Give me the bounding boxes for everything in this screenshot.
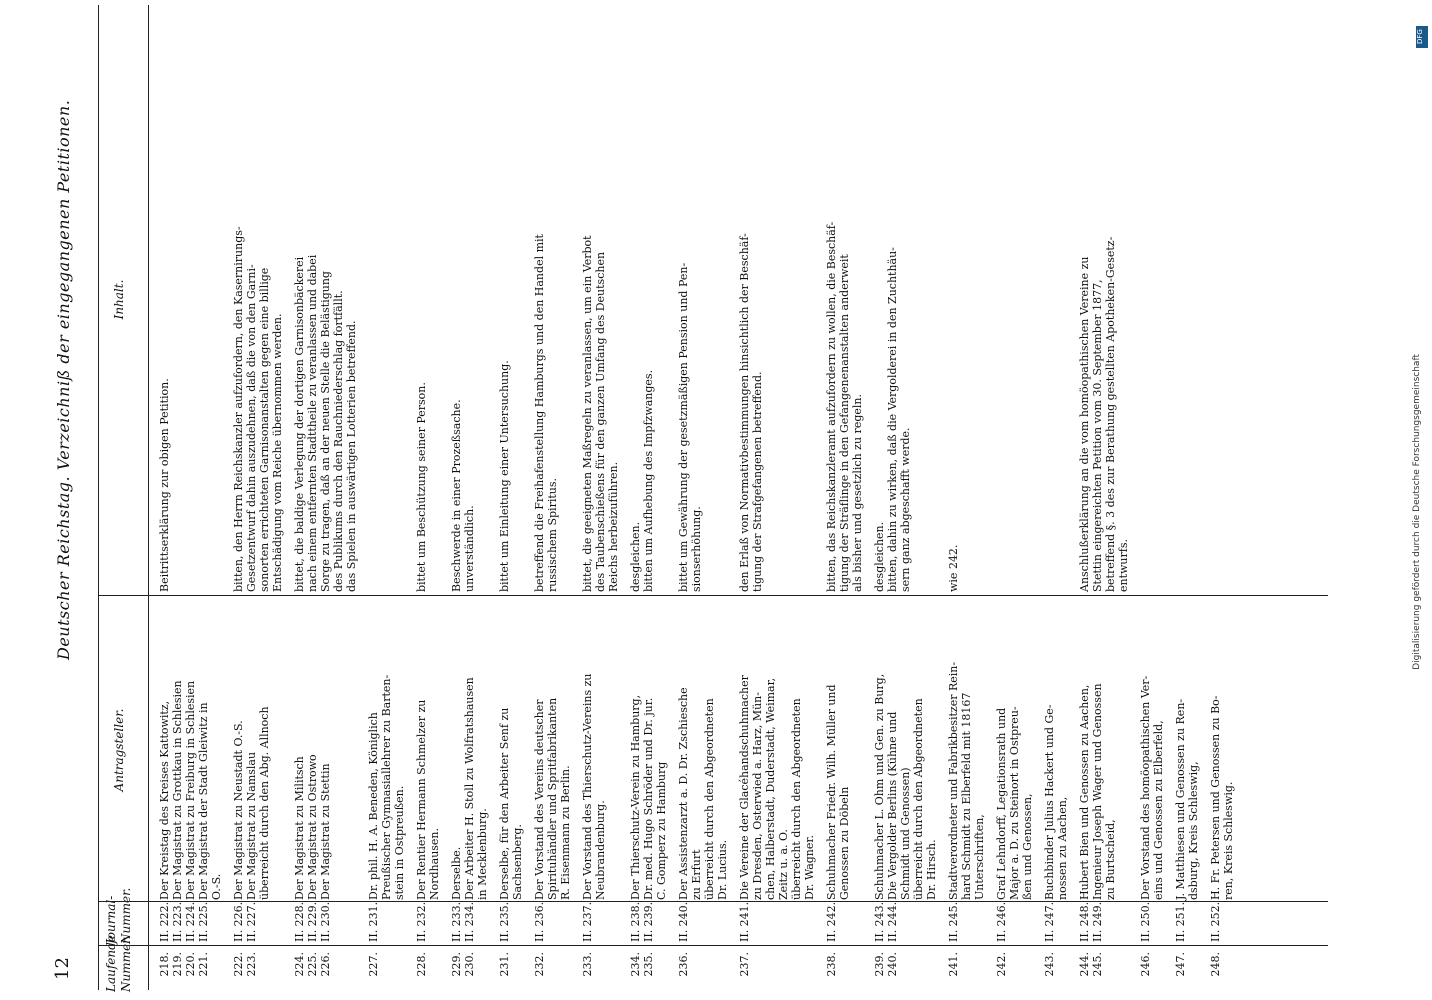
header-rule	[98, 5, 99, 990]
cell-antragsteller	[738, 600, 816, 900]
cell-journal-nummer	[1078, 901, 1104, 942]
cell-inhalt	[450, 7, 476, 592]
cell-line: 246.	[1139, 952, 1152, 977]
cell-line: Entschädigung vom Reiche übernommen werden.	[271, 313, 284, 592]
table-row	[158, 0, 223, 1000]
table-row	[533, 0, 572, 1000]
cell-line: sonorten errichteten Garnisonanstalten gegen eine billige	[258, 267, 271, 592]
cell-line: das Spielen in auswärtigen Lotterien betreffend.	[345, 320, 358, 592]
cell-line: II. 234.	[463, 901, 476, 942]
cell-line: Derselbe.	[450, 846, 463, 900]
cell-line: 230.	[463, 952, 476, 977]
cell-line: II. 240.	[677, 901, 690, 942]
cell-inhalt	[415, 7, 428, 592]
cell-line: nach einem entfernten Stadttheile zu veranlassen und dabei	[306, 254, 319, 592]
table-row	[415, 0, 441, 1000]
cell-antragsteller	[1043, 600, 1069, 900]
cell-line: desgleichen.	[873, 521, 886, 592]
cell-line: II. 239.	[642, 901, 655, 942]
cell-line: 238.	[825, 952, 838, 977]
cell-line: bittet um Gewährung der gesetzmäßigen Pension und Pen-	[677, 262, 690, 592]
cell-line: Sachsenberg.	[511, 824, 524, 900]
cell-line: H. Fr. Petersen und Genossen zu Bo-	[1209, 695, 1222, 900]
cell-line: II. 229.	[306, 901, 319, 942]
cell-inhalt	[232, 7, 284, 592]
cell-line: II. 225.	[197, 901, 210, 942]
cell-line: 235.	[642, 952, 655, 977]
cell-line: bitten um Aufhebung des Impfzwanges.	[642, 369, 655, 592]
cell-line: Der Arbeiter H. Stoll zu Wolfratshausen	[463, 677, 476, 900]
cell-line: Hubert Bien und Genossen zu Aachen,	[1078, 684, 1091, 900]
cell-inhalt	[629, 7, 655, 592]
cell-laufende-nummer	[581, 952, 594, 988]
cell-line: Der Vorstand des Thierschutz-Vereins zu	[581, 673, 594, 900]
cell-line: überreicht durch den Abg. Allnoch	[258, 706, 271, 900]
table-row	[293, 0, 358, 1000]
cell-line: C. Gomperz zu Hamburg	[655, 761, 668, 900]
cell-line: Die Vereine der Glacéhandschuhmacher	[738, 675, 751, 900]
cell-antragsteller	[825, 600, 851, 900]
cell-inhalt	[293, 7, 358, 592]
cell-antragsteller	[232, 600, 271, 900]
cell-line: Buchbinder Julius Hackert und Ge-	[1043, 704, 1056, 900]
cell-line: zu Dresden, Osterwied a. Harz, Mün-	[751, 692, 764, 900]
cell-line: Beitrittserklärung zur obigen Petition.	[158, 378, 171, 592]
cell-line: 220.	[184, 952, 197, 977]
page-number: 12	[52, 957, 73, 980]
cell-line: sern ganz abgeschafft werde.	[899, 427, 912, 592]
cell-line: Stadtverordneter und Fabrikbesitzer Rein-	[947, 661, 960, 900]
cell-journal-nummer	[947, 901, 960, 942]
cell-line: in Mecklenburg.	[476, 808, 489, 900]
cell-line: bitten, den Herrn Reichskanzler aufzufordern, den Kasernirungs-	[232, 226, 245, 592]
document-page	[40, 0, 1340, 1000]
cell-journal-nummer	[629, 901, 655, 942]
cell-antragsteller	[415, 600, 441, 900]
cell-antragsteller	[498, 600, 524, 900]
table-row	[1174, 0, 1200, 1000]
cell-antragsteller	[1139, 600, 1165, 900]
cell-journal-nummer	[995, 901, 1008, 942]
cell-line: 224.	[293, 952, 306, 977]
cell-line: Anschlußerklärung an die vom homöopathischen Vereine zu	[1078, 256, 1091, 592]
cell-line: bittet, die baldige Verlegung der dortigen Garnisonbäckerei	[293, 256, 306, 592]
cell-antragsteller	[1174, 600, 1200, 900]
cell-line: II. 250.	[1139, 901, 1152, 942]
cell-laufende-nummer	[825, 952, 838, 988]
cell-line: des Taubenschießens für den ganzen Umfang des Deutschen	[594, 251, 607, 592]
cell-journal-nummer	[367, 901, 380, 942]
cell-line: Zeitz u. a. O.	[777, 829, 790, 900]
table-row	[1139, 0, 1165, 1000]
cell-journal-nummer	[498, 901, 511, 942]
cell-laufende-nummer	[367, 952, 380, 988]
cell-laufende-nummer	[1043, 952, 1056, 988]
cell-line: bitten, das Reichskanzleramt aufzufordern zu wollen, die Beschäf-	[825, 221, 838, 592]
cell-antragsteller	[450, 600, 489, 900]
cell-line: 240.	[886, 952, 899, 977]
cell-line: Schuhmacher L. Ohm und Gen. zu Burg,	[873, 673, 886, 900]
cell-line: sionserhöhung.	[690, 506, 703, 592]
cell-inhalt	[1078, 7, 1130, 592]
cell-line: nossen zu Aachen,	[1056, 796, 1069, 900]
cell-line: zu Erfurt	[690, 849, 703, 900]
cell-line: betreffend §. 3 des zur Berathung gestellten Apotheken-Gesetz-	[1104, 236, 1117, 592]
cell-line: II. 241.	[738, 901, 751, 942]
table-row	[1043, 0, 1069, 1000]
cell-line: 221.	[197, 952, 210, 977]
table-row	[1078, 0, 1130, 1000]
cell-line: Preußischer Gymnasiallehrer zu Barten-	[380, 674, 393, 900]
cell-line: II. 238.	[629, 901, 642, 942]
cell-inhalt	[581, 7, 620, 592]
cell-line: Der Thierschutz-Verein zu Hamburg,	[629, 694, 642, 900]
cell-line: II. 233.	[450, 901, 463, 942]
cell-journal-nummer	[1043, 901, 1056, 942]
cell-line: hard Schmidt zu Elberfeld mit 18167	[960, 692, 973, 900]
cell-antragsteller	[1078, 600, 1117, 900]
cell-journal-nummer	[677, 901, 690, 942]
cell-line: Dr. med. Hugo Schröder und Dr. jur.	[642, 697, 655, 900]
cell-line: Der Magistrat zu Namslau	[245, 751, 258, 900]
cell-laufende-nummer	[450, 952, 476, 988]
cell-line: 248.	[1209, 952, 1222, 977]
cell-line: II. 228.	[293, 901, 306, 942]
table-row	[450, 0, 489, 1000]
cell-line: überreicht durch den Abgeordneten	[703, 698, 716, 900]
cell-line: Der Magistrat der Stadt Gleiwitz in	[197, 702, 210, 900]
cell-line: Unterschriften,	[973, 814, 986, 900]
cell-line: Der Magistrat zu Freiburg in Schlesien	[184, 680, 197, 900]
cell-laufende-nummer	[1174, 952, 1187, 988]
cell-line: II. 223.	[171, 901, 184, 942]
cell-laufende-nummer	[947, 952, 960, 988]
table-row	[498, 0, 524, 1000]
cell-journal-nummer	[1209, 901, 1222, 942]
cell-line: Beschwerde in einer Prozeßsache.	[450, 399, 463, 592]
cell-line: chen, Halberstadt, Duderstadt, Weimar,	[764, 677, 777, 900]
cell-inhalt	[825, 7, 864, 592]
cell-antragsteller	[581, 600, 607, 900]
cell-antragsteller	[293, 600, 332, 900]
column-header-laufende-nummer: Laufende Nummer.	[104, 935, 133, 992]
cell-line: 239.	[873, 952, 886, 977]
cell-line: bittet, die geeigneten Maßregeln zu veranlassen, um ein Verbot	[581, 235, 594, 592]
table-row	[629, 0, 668, 1000]
page-title: Deutscher Reichstag. Verzeichniß der eingegangenen Petitionen.	[54, 99, 73, 660]
cell-laufende-nummer	[629, 952, 655, 988]
cell-antragsteller	[629, 600, 668, 900]
cell-line: 232.	[533, 952, 546, 977]
cell-line: überreicht durch den Abgeordneten	[790, 698, 803, 900]
cell-line: Der Vorstand des homöopathischen Ver-	[1139, 675, 1152, 900]
cell-line: II. 226.	[232, 901, 245, 942]
table-row	[825, 0, 864, 1000]
cell-line: betreffend die Freihafenstellung Hamburgs und den Handel mit	[533, 234, 546, 592]
cell-line: II. 237.	[581, 901, 594, 942]
cell-line: desgleichen.	[629, 521, 642, 592]
cell-line: Dr. Hirsch.	[925, 839, 938, 900]
cell-journal-nummer	[738, 901, 751, 942]
column-header-rule	[148, 5, 149, 990]
cell-laufende-nummer	[158, 952, 210, 988]
cell-line: Sorge zu tragen, daß an der neuen Stelle die Belästigung	[319, 271, 332, 592]
cell-line: Spirituhändler und Spritfabrikanten	[546, 697, 559, 900]
cell-antragsteller	[1209, 600, 1235, 900]
cell-laufende-nummer	[738, 952, 751, 988]
cell-line: 233.	[581, 952, 594, 977]
cell-line: II. 243.	[873, 901, 886, 942]
cell-antragsteller	[158, 600, 223, 900]
cell-inhalt	[738, 7, 764, 592]
column-header-antragsteller: Antragsteller.	[112, 708, 126, 792]
cell-line: Der Magistrat zu Stettin	[319, 763, 332, 900]
cell-line: 231.	[498, 952, 511, 977]
cell-laufende-nummer	[995, 952, 1008, 988]
cell-line: Schmidt und Genossen)	[899, 767, 912, 900]
cell-line: bitten, dahin zu wirken, daß die Vergolderei in den Zuchthäu-	[886, 247, 899, 592]
cell-line: R. Eisenmann zu Berlin.	[559, 765, 572, 900]
cell-line: 225.	[306, 952, 319, 977]
cell-line: des Publikums durch den Rauchniederschlag fortfällt.	[332, 290, 345, 592]
cell-line: 229.	[450, 952, 463, 977]
cell-journal-nummer	[533, 901, 546, 942]
cell-line: 218.	[158, 952, 171, 977]
cell-line: 242.	[995, 952, 1008, 977]
cell-line: Die Vergolder Berlins (Kühne und	[886, 711, 899, 900]
cell-line: Genossen zu Döbeln	[838, 786, 851, 900]
cell-line: II. 249.	[1091, 901, 1104, 942]
cell-line: 244.	[1078, 952, 1091, 977]
table-row	[738, 0, 816, 1000]
cell-line: 222.	[232, 952, 245, 977]
cell-line: Der Rentier Hermann Schmelzer zu	[415, 699, 428, 900]
cell-line: O.-S.	[210, 873, 223, 900]
cell-line: Der Assistenzarzt a. D. Dr. Zschiesche	[677, 687, 690, 900]
table-row	[581, 0, 620, 1000]
cell-line: wie 242.	[947, 544, 960, 592]
cell-line: dsburg, Kreis Schleswig,	[1187, 761, 1200, 900]
cell-journal-nummer	[450, 901, 476, 942]
cell-antragsteller	[533, 600, 572, 900]
cell-laufende-nummer	[1078, 952, 1104, 988]
cell-line: 241.	[947, 952, 960, 977]
cell-antragsteller	[677, 600, 729, 900]
cell-laufende-nummer	[1139, 952, 1152, 988]
cell-line: entwurfs.	[1117, 539, 1130, 592]
cell-line: Schuhmacher Friedr. Wilh. Müller und	[825, 684, 838, 900]
cell-line: Ingenieur Joseph Wager und Genossen	[1091, 683, 1104, 900]
cell-line: als bisher und gesetzlich zu regeln.	[851, 394, 864, 592]
cell-line: Gesetzentwurf dahin auszudehnen, daß die von den Garni-	[245, 264, 258, 592]
cell-line: 226.	[319, 952, 332, 977]
cell-line: Derselbe, für den Arbeiter Senf zu	[498, 707, 511, 900]
cell-line: Der Magistrat zu Militsch	[293, 756, 306, 900]
cell-line: 245.	[1091, 952, 1104, 977]
cell-line: 219.	[171, 952, 184, 977]
cell-line: 223.	[245, 952, 258, 977]
cell-line: bittet um Beschützung seiner Person.	[415, 382, 428, 592]
cell-line: Neubrandenburg.	[594, 800, 607, 900]
cell-line: 237.	[738, 952, 751, 977]
cell-line: 236.	[677, 952, 690, 977]
cell-antragsteller	[995, 600, 1034, 900]
cell-line: Dr. Lucius.	[716, 839, 729, 900]
cell-line: II. 224.	[184, 901, 197, 942]
cell-antragsteller	[947, 600, 986, 900]
cell-line: II. 231.	[367, 901, 380, 942]
cell-journal-nummer	[1174, 901, 1187, 942]
cell-journal-nummer	[581, 901, 594, 942]
cell-journal-nummer	[825, 901, 838, 942]
cell-line: II. 242.	[825, 901, 838, 942]
table-row	[677, 0, 729, 1000]
dfg-logo: DFG	[1416, 26, 1428, 48]
cell-line: 243.	[1043, 952, 1056, 977]
cell-line: tigung der Strafgefangenen betreffend.	[751, 371, 764, 592]
cell-laufende-nummer	[293, 952, 332, 988]
cell-journal-nummer	[293, 901, 332, 942]
cell-line: Dr. Wagner.	[803, 835, 816, 900]
cell-line: Der Vorstand des Vereins deutscher	[533, 699, 546, 900]
cell-line: II. 248.	[1078, 901, 1091, 942]
cell-laufende-nummer	[498, 952, 511, 988]
cell-line: den Erlaß von Normativbestimmungen hinsichtlich der Beschäf-	[738, 233, 751, 592]
cell-line: II. 235.	[498, 901, 511, 942]
cell-line: bittet um Einleitung einer Untersuchung.	[498, 360, 511, 592]
page-header	[40, 0, 98, 1000]
table-row	[995, 0, 1034, 1000]
cell-line: Nordhausen.	[428, 827, 441, 900]
cell-line: II. 232.	[415, 901, 428, 942]
cell-laufende-nummer	[232, 952, 258, 988]
cell-journal-nummer	[1139, 901, 1152, 942]
cell-line: russischem Spiritus.	[546, 478, 559, 592]
cell-line: 228.	[415, 952, 428, 977]
cell-antragsteller	[367, 600, 406, 900]
cell-line: unverständlich.	[463, 505, 476, 592]
cell-line: II. 230.	[319, 901, 332, 942]
cell-laufende-nummer	[415, 952, 428, 988]
cell-journal-nummer	[232, 901, 258, 942]
cell-laufende-nummer	[873, 952, 899, 988]
cell-line: II. 222.	[158, 901, 171, 942]
table-row	[232, 0, 284, 1000]
table-row	[947, 0, 986, 1000]
cell-line: 227.	[367, 952, 380, 977]
cell-line: Der Magistrat zu Ostrowo	[306, 754, 319, 900]
cell-inhalt	[498, 7, 511, 592]
cell-line: II. 247.	[1043, 901, 1056, 942]
cell-inhalt	[677, 7, 703, 592]
cell-line: ren, Kreis Schleswig.	[1222, 781, 1235, 900]
cell-line: überreicht durch den Abgeordneten	[912, 698, 925, 900]
cell-line: Der Magistrat zu Neustadt O.-S.	[232, 720, 245, 900]
cell-inhalt	[873, 7, 912, 592]
cell-laufende-nummer	[533, 952, 546, 988]
table-row	[367, 0, 406, 1000]
cell-line: zu Burtscheid,	[1104, 819, 1117, 900]
cell-antragsteller	[873, 600, 938, 900]
cell-inhalt	[533, 7, 559, 592]
cell-line: ßen und Genossen,	[1021, 793, 1034, 900]
column-header-inhalt: Inhalt.	[112, 279, 126, 320]
cell-line: II. 227.	[245, 901, 258, 942]
cell-journal-nummer	[415, 901, 428, 942]
cell-line: Reichs herbeizuführen.	[607, 461, 620, 592]
cell-line: II. 246.	[995, 901, 1008, 942]
cell-inhalt	[947, 7, 960, 592]
cell-line: J. Matthiesen und Genossen zu Ren-	[1174, 698, 1187, 900]
cell-journal-nummer	[158, 901, 210, 942]
cell-line: stein in Ostpreußen.	[393, 785, 406, 900]
cell-line: tigung der Sträflinge in den Gefangenenanstalten anderweit	[838, 254, 851, 592]
table-row	[873, 0, 938, 1000]
cell-laufende-nummer	[677, 952, 690, 988]
cell-line: 234.	[629, 952, 642, 977]
table-row	[1209, 0, 1235, 1000]
cell-line: Major a. D. zu Steinort in Ostpreu-	[1008, 706, 1021, 900]
cell-laufende-nummer	[1209, 952, 1222, 988]
cell-line: Dr. phil. H. A. Beneden, Königlich	[367, 712, 380, 900]
cell-journal-nummer	[873, 901, 899, 942]
cell-line: Stettin eingereichten Petition vom 30. September 1877,	[1091, 279, 1104, 592]
cell-line: II. 251.	[1174, 901, 1187, 942]
cell-line: 247.	[1174, 952, 1187, 977]
cell-line: Graf Lehndorff, Legationsrath und	[995, 707, 1008, 900]
digitization-credit: Digitalisierung gefördert durch die Deutsche Forschungsgemeinschaft	[1412, 354, 1422, 670]
cell-line: II. 244.	[886, 901, 899, 942]
cell-line: II. 252.	[1209, 901, 1222, 942]
cell-line: eins und Genossen zu Elberfeld,	[1152, 720, 1165, 900]
cell-line: II. 245.	[947, 901, 960, 942]
cell-line: Der Magistrat zu Grottkau in Schlesien	[171, 680, 184, 900]
cell-inhalt	[158, 7, 171, 592]
column-header-journal-nummer: Journal- Nummer.	[104, 887, 133, 944]
cell-line: Der Kreistag des Kreises Kattowitz,	[158, 700, 171, 900]
cell-line: II. 236.	[533, 901, 546, 942]
